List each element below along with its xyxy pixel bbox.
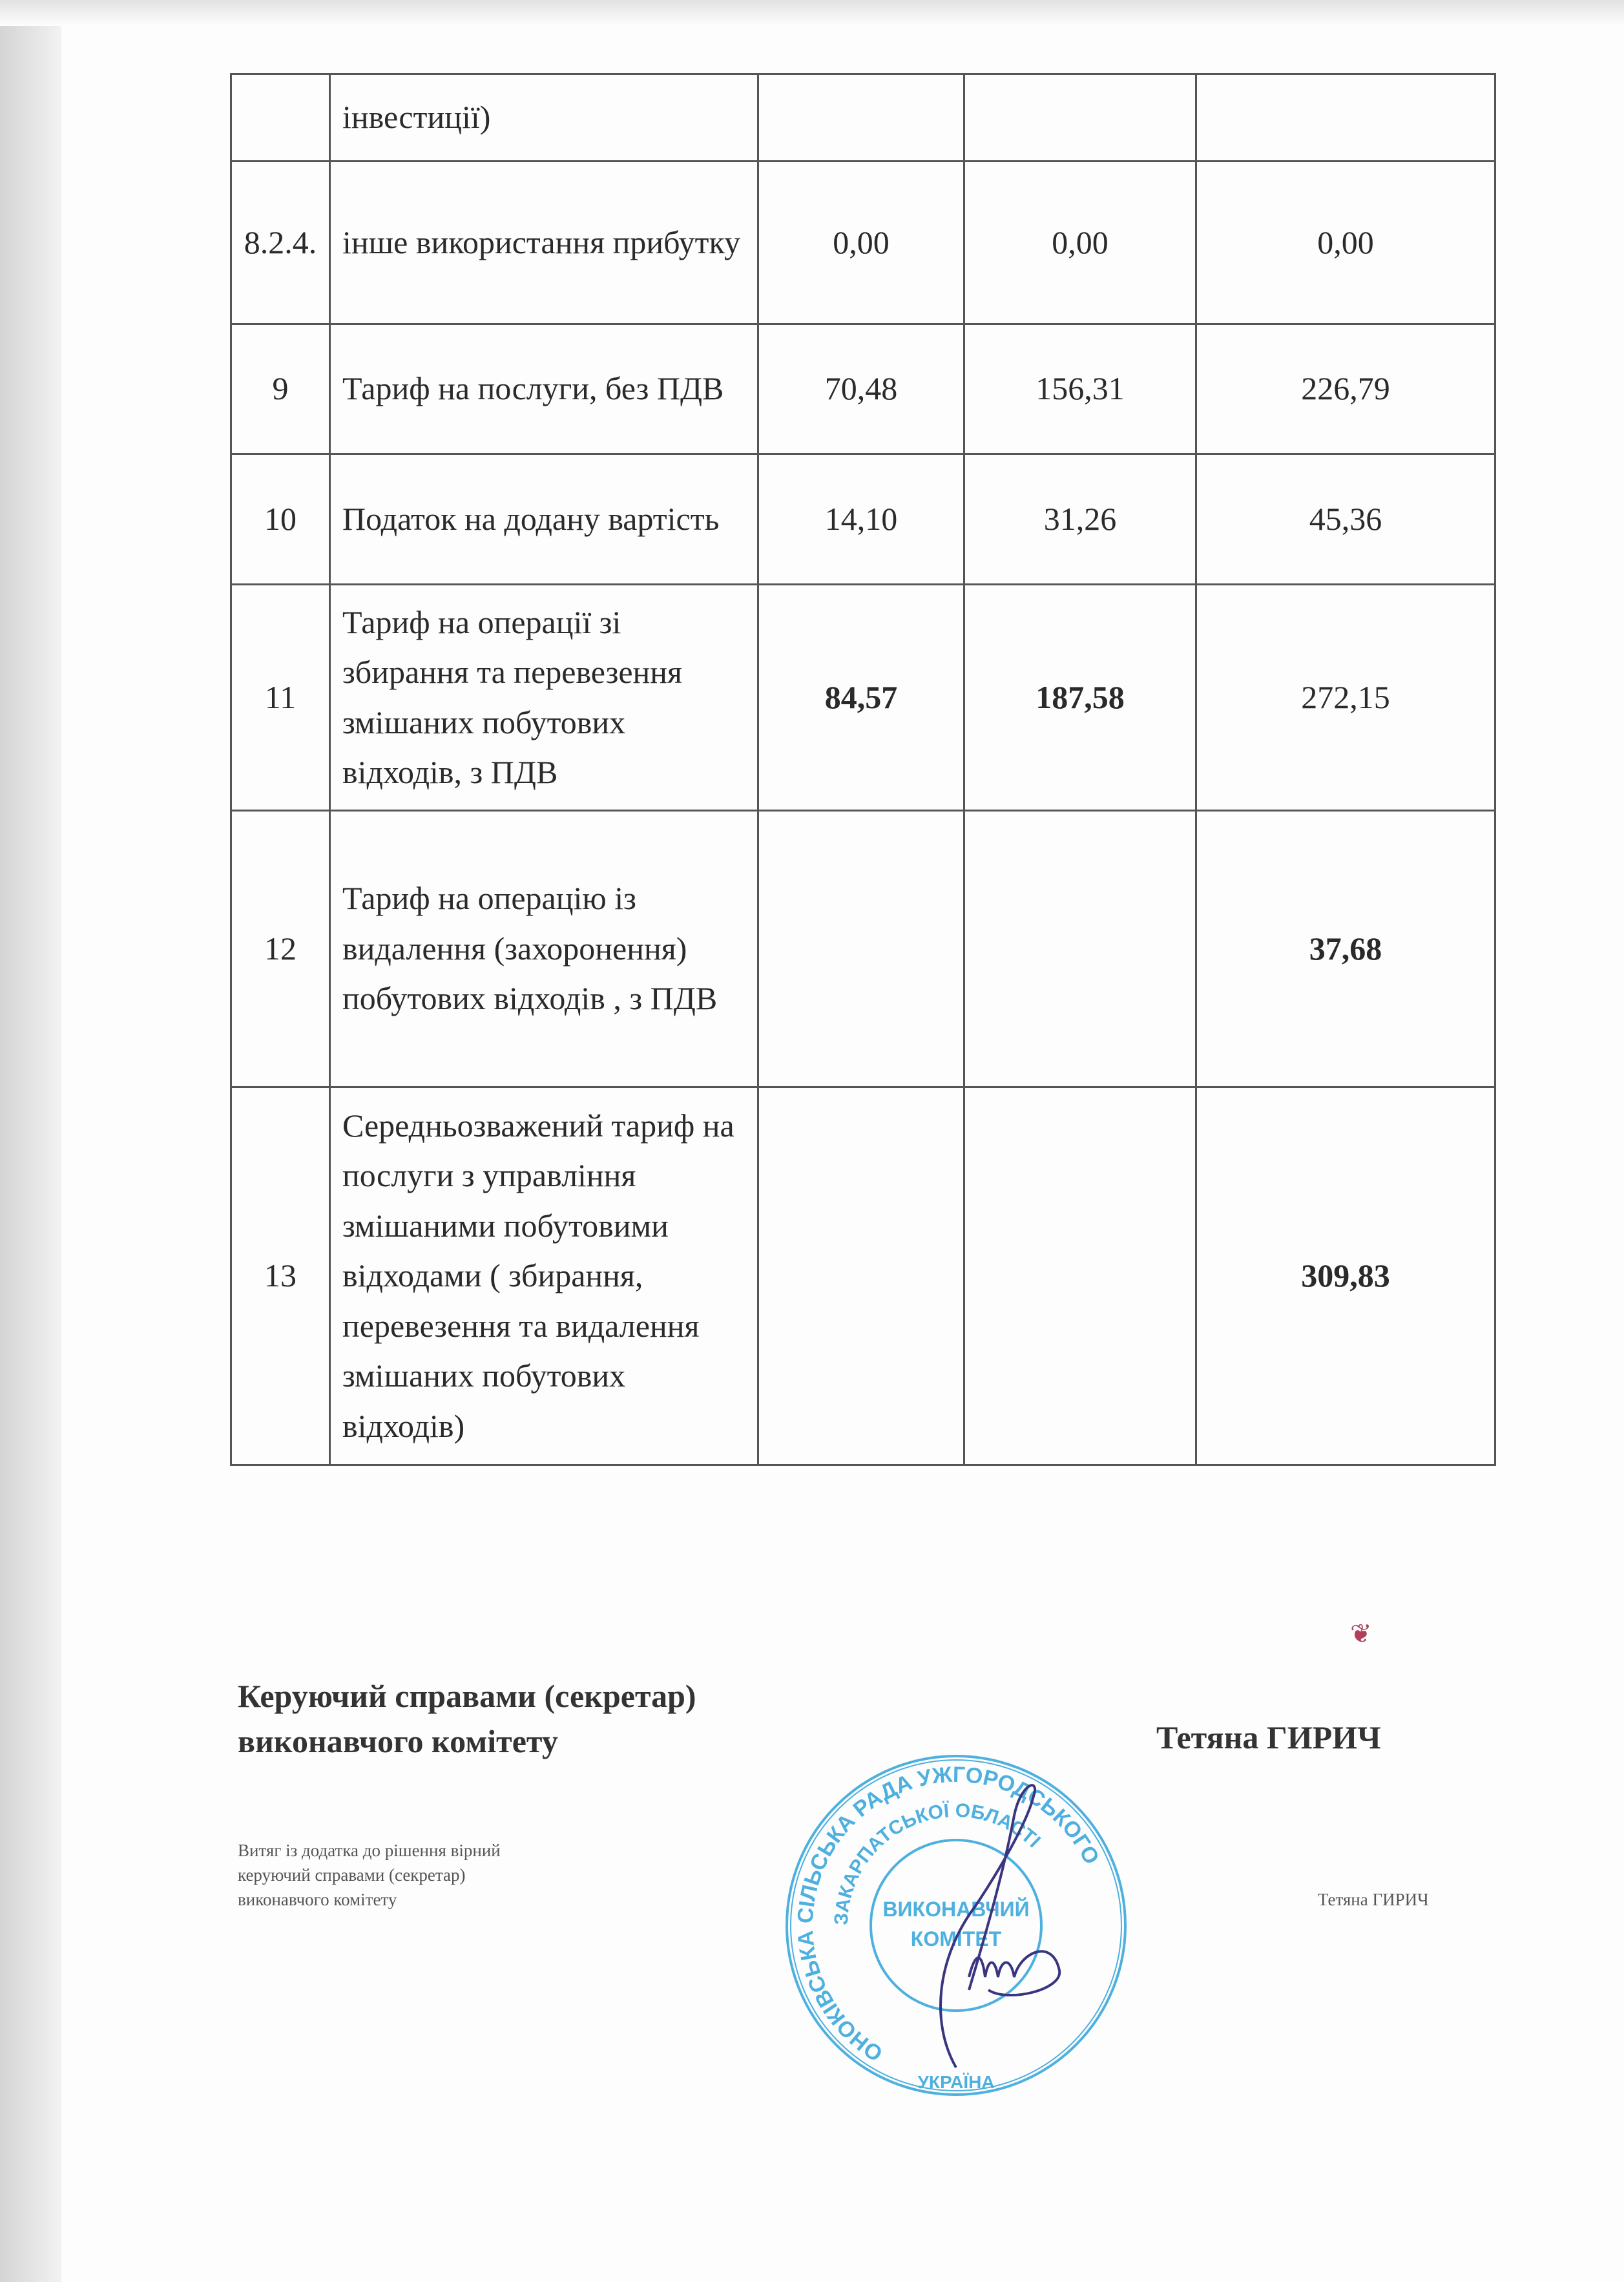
value-col2 [964, 74, 1196, 162]
value-col1 [758, 74, 964, 162]
value-col3: 0,00 [1196, 162, 1495, 324]
stamp-outer-text: ОНОКІВСЬКА СІЛЬСЬКА РАДА УЖГОРОДСЬКОГО [793, 1762, 1105, 2066]
value-col1: 84,57 [758, 585, 964, 811]
value-col3: 272,15 [1196, 585, 1495, 811]
table-row [231, 454, 1495, 585]
row-number: 13 [231, 1087, 330, 1465]
value-col1: 70,48 [758, 324, 964, 454]
value-col2: 187,58 [964, 585, 1196, 811]
extract-line3: виконавчого комітету [238, 1890, 397, 1909]
extract-line2: керуючий справами (секретар) [238, 1865, 466, 1885]
row-name: Податок на додану вартість [330, 454, 758, 585]
value-col3: 37,68 [1196, 811, 1495, 1087]
row-name: Середньозважений тариф на послуги з управління змішаними побутовими відходами ( збирання, перевезення та видалення змішаних побутових відходів) [330, 1087, 758, 1465]
table-row [231, 74, 1495, 162]
ink-mark: ❦ [1350, 1619, 1372, 1648]
table-row [231, 1087, 1495, 1465]
stamp-center-line1: ВИКОНАВЧИЙ [882, 1898, 1030, 1921]
extract-line1: Витяг із додатка до рішення вірний [238, 1841, 501, 1860]
row-name: інвестиції) [330, 74, 758, 162]
row-number: 11 [231, 585, 330, 811]
value-col2 [964, 1087, 1196, 1465]
official-stamp [775, 1744, 1137, 2106]
stamp-bottom-text: УКРАЇНА [917, 2072, 995, 2092]
scan-top-edge [0, 0, 1624, 26]
value-col2: 0,00 [964, 162, 1196, 324]
signatory-title [238, 1673, 696, 1764]
row-name: Тариф на операції зі збирання та перевезення змішаних побутових відходів, з ПДВ [330, 585, 758, 811]
tariff-table [230, 73, 1496, 1466]
row-number: 8.2.4. [231, 162, 330, 324]
extract-signatory-name: Тетяна ГИРИЧ [1318, 1890, 1429, 1909]
signatory-name: Тетяна ГИРИЧ [1156, 1719, 1381, 1755]
signatory-title-line2: виконавчого комітету [238, 1723, 558, 1759]
row-name: Тариф на послуги, без ПДВ [330, 324, 758, 454]
extract-certification [238, 1838, 501, 1912]
row-number [231, 74, 330, 162]
table-row [231, 811, 1495, 1087]
table-row [231, 324, 1495, 454]
value-col1: 0,00 [758, 162, 964, 324]
row-number: 10 [231, 454, 330, 585]
row-name: Тариф на операцію із видалення (захоронення) побутових відходів , з ПДВ [330, 811, 758, 1087]
scan-edge [0, 0, 61, 2282]
row-name: інше використання прибутку [330, 162, 758, 324]
stamp-inner-text: ЗАКАРПАТСЬКОЇ ОБЛАСТІ [830, 1799, 1045, 1926]
row-number: 12 [231, 811, 330, 1087]
table-row [231, 585, 1495, 811]
signatory-title-line1: Керуючий справами (секретар) [238, 1678, 696, 1714]
value-col2 [964, 811, 1196, 1087]
row-number: 9 [231, 324, 330, 454]
value-col3: 45,36 [1196, 454, 1495, 585]
value-col3: 226,79 [1196, 324, 1495, 454]
value-col3 [1196, 74, 1495, 162]
value-col2: 156,31 [964, 324, 1196, 454]
stamp-center-line2: КОМІТЕТ [910, 1927, 1002, 1951]
value-col1: 14,10 [758, 454, 964, 585]
table-row [231, 162, 1495, 324]
value-col3: 309,83 [1196, 1087, 1495, 1465]
value-col2: 31,26 [964, 454, 1196, 585]
value-col1 [758, 811, 964, 1087]
value-col1 [758, 1087, 964, 1465]
